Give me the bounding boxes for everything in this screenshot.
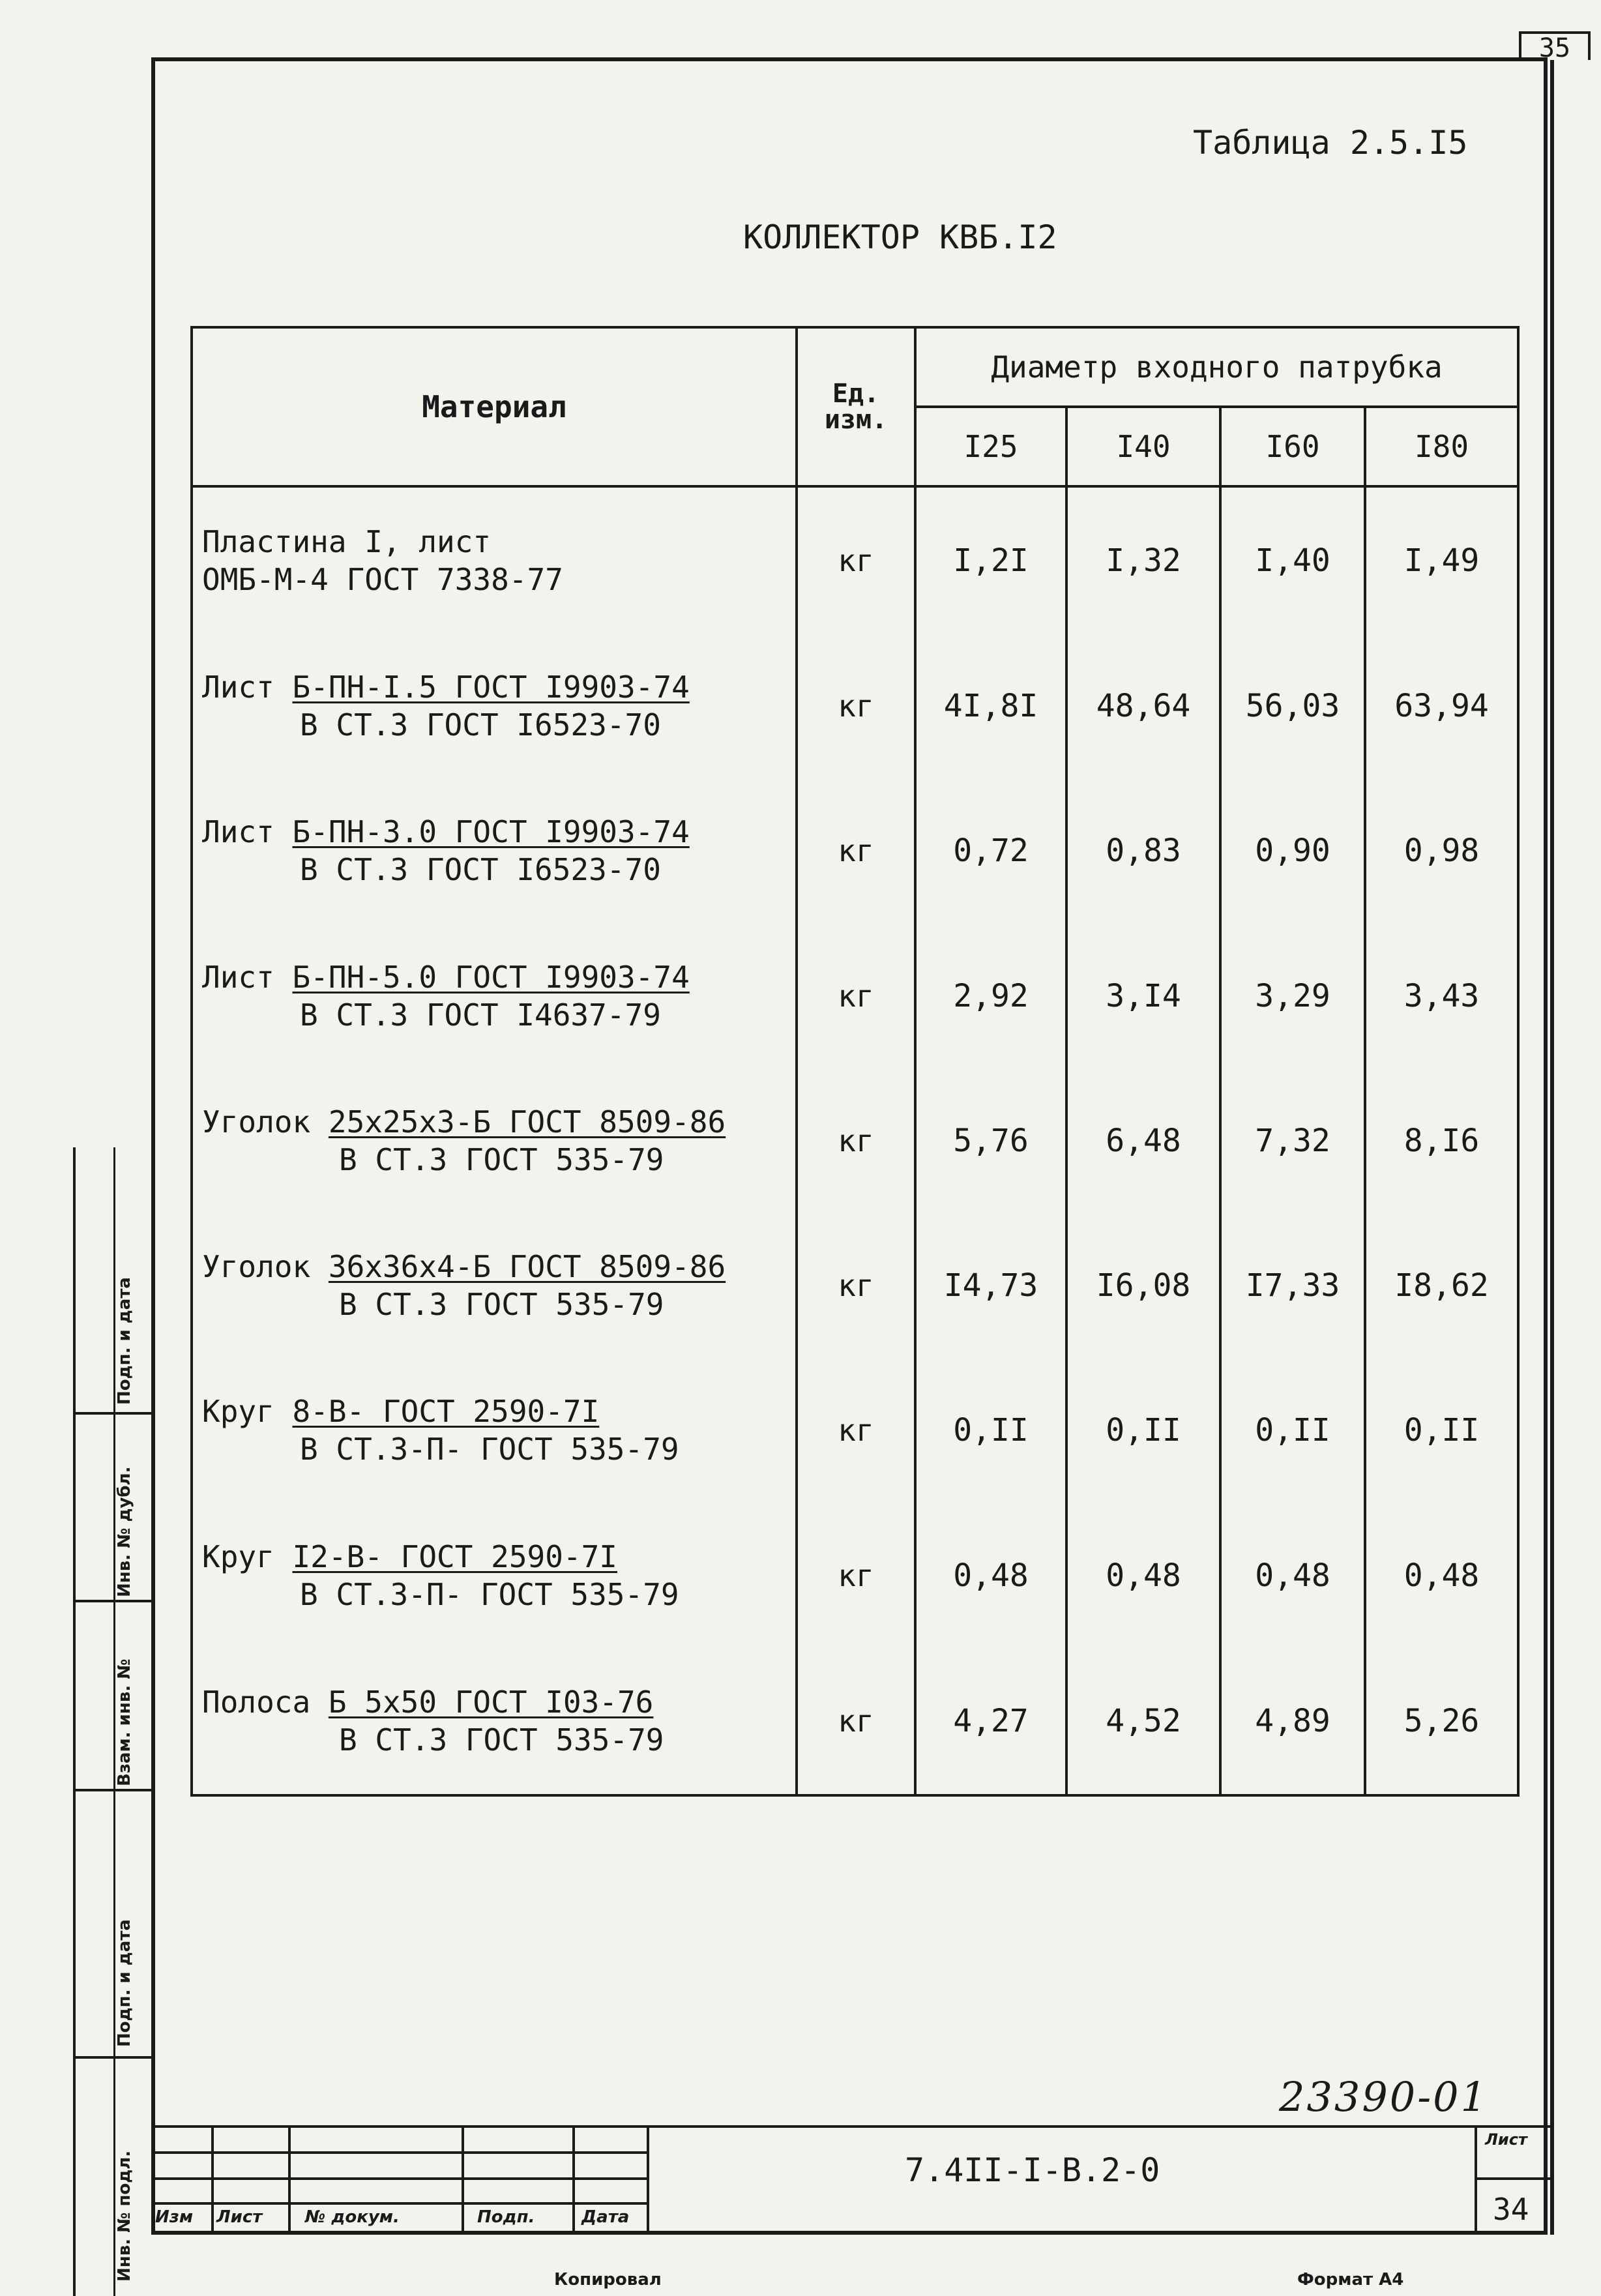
material-spec: Б-ПН-I.5 ГОСТ I9903-74: [292, 670, 690, 705]
value-cell: I6,08: [1066, 1213, 1220, 1358]
unit-cell: кг: [797, 634, 915, 778]
header-date: Дата: [581, 2207, 630, 2227]
binding-strip: [73, 1147, 154, 2296]
header-diameter-180: I80: [1365, 407, 1518, 486]
material-name: Полоса: [202, 1684, 311, 1720]
archive-number: 23390-01: [1279, 2073, 1489, 2121]
material-spec: Б 5х50 ГОСТ I03-76: [328, 1684, 654, 1720]
header-diameter-125: I25: [915, 407, 1066, 486]
document-title: КОЛЛЕКТОР КВБ.I2: [743, 218, 1057, 256]
value-cell: 3,I4: [1066, 924, 1220, 1068]
unit-cell: кг: [797, 924, 915, 1068]
value-cell: 0,98: [1365, 778, 1518, 923]
value-cell: 48,64: [1066, 634, 1220, 778]
header-unit: Ед. изм.: [797, 327, 915, 486]
title-block-list-line: [1475, 2177, 1551, 2180]
frame-right-rule: [1550, 60, 1554, 2235]
title-block-col-line: [288, 2125, 291, 2235]
value-cell: 0,90: [1220, 778, 1365, 923]
value-cell: I4,73: [915, 1213, 1066, 1358]
value-cell: 0,II: [1066, 1358, 1220, 1503]
header-diameter-160: I60: [1220, 407, 1365, 486]
value-cell: 0,48: [1365, 1503, 1518, 1648]
table-row: [192, 634, 1518, 778]
value-cell: I,32: [1066, 486, 1220, 634]
strip-label-podp-data: Подп. и дата: [115, 1277, 134, 1405]
strip-label-inv-dubl: Инв. № дубл.: [115, 1466, 134, 1597]
material-name: Круг: [202, 1538, 274, 1574]
header-diameter-140: I40: [1066, 407, 1220, 486]
value-cell: I8,62: [1365, 1213, 1518, 1358]
value-cell: 3,29: [1220, 924, 1365, 1068]
material-spec: I2-В- ГОСТ 2590-7I: [292, 1538, 617, 1574]
material-grade: В СТ.3 ГОСТ I6523-70: [300, 852, 661, 888]
value-cell: 4I,8I: [915, 634, 1066, 778]
value-cell: 56,03: [1220, 634, 1365, 778]
header-izm: Изм: [155, 2207, 194, 2227]
material-grade: В СТ.3-П- ГОСТ 535-79: [300, 1576, 679, 1612]
value-cell: 0,83: [1066, 778, 1220, 923]
value-cell: 63,94: [1365, 634, 1518, 778]
value-cell: I7,33: [1220, 1213, 1365, 1358]
header-signature: Подп.: [477, 2207, 535, 2227]
material-name: Лист: [202, 814, 274, 850]
unit-cell: кг: [797, 1068, 915, 1213]
material-cell: [192, 1503, 797, 1648]
header-doc-number: № докум.: [305, 2207, 400, 2227]
material-cell: [192, 1213, 797, 1358]
material-cell: [192, 486, 797, 634]
value-cell: 4,27: [915, 1648, 1066, 1795]
strip-label-vzam-inv: Взам. инв. №: [115, 1658, 134, 1786]
value-cell: 0,II: [1220, 1358, 1365, 1503]
unit-cell: кг: [797, 1213, 915, 1358]
unit-cell: кг: [797, 1358, 915, 1503]
footer-copied: Копировал: [554, 2270, 662, 2289]
value-cell: 2,92: [915, 924, 1066, 1068]
material-grade: В СТ.3 ГОСТ 535-79: [339, 1141, 664, 1177]
material-grade: В СТ.3 ГОСТ 535-79: [339, 1287, 664, 1323]
value-cell: 6,48: [1066, 1068, 1220, 1213]
material-cell: [192, 778, 797, 923]
table-row: [192, 1503, 1518, 1648]
value-cell: 5,76: [915, 1068, 1066, 1213]
title-block-col-line: [211, 2125, 214, 2235]
table-row: [192, 778, 1518, 923]
unit-cell: кг: [797, 1503, 915, 1648]
corner-sheet-number: 35: [1519, 31, 1591, 60]
material-spec: Б-ПН-5.0 ГОСТ I9903-74: [292, 959, 690, 995]
table-row: [192, 1358, 1518, 1503]
material-spec: 8-В- ГОСТ 2590-7I: [292, 1394, 600, 1430]
material-name: Пластина I, лист: [202, 524, 492, 560]
header-diameter: Диаметр входного патрубка: [915, 327, 1518, 407]
material-spec: 36х36х4-Б ГОСТ 8509-86: [328, 1249, 726, 1285]
strip-label-inv-podl: Инв. № подл.: [115, 2150, 134, 2282]
table-row: [192, 1213, 1518, 1358]
value-cell: 0,48: [1066, 1503, 1220, 1648]
value-cell: I,2I: [915, 486, 1066, 634]
table-row: [192, 924, 1518, 1068]
material-grade: В СТ.3-П- ГОСТ 535-79: [300, 1432, 679, 1467]
document-code: 7.4II-I-В.2-0: [905, 2151, 1160, 2189]
footer-format: Формат А4: [1297, 2270, 1404, 2289]
material-cell: [192, 634, 797, 778]
value-cell: 4,89: [1220, 1648, 1365, 1795]
material-name: Круг: [202, 1394, 274, 1430]
value-cell: I,40: [1220, 486, 1365, 634]
title-block-col-line: [572, 2125, 575, 2235]
material-grade: В СТ.3 ГОСТ I4637-79: [300, 997, 661, 1033]
material-cell: [192, 1068, 797, 1213]
sheet-label: Лист: [1485, 2130, 1527, 2149]
header-material: Материал: [192, 327, 797, 486]
material-grade: В СТ.3 ГОСТ I6523-70: [300, 707, 661, 743]
table-caption: Таблица 2.5.I5: [1193, 124, 1468, 162]
material-spec: Б-ПН-3.0 ГОСТ I9903-74: [292, 814, 690, 850]
unit-cell: кг: [797, 1648, 915, 1795]
material-spec: 25х25х3-Б ГОСТ 8509-86: [328, 1104, 726, 1140]
material-cell: [192, 1358, 797, 1503]
value-cell: 8,I6: [1365, 1068, 1518, 1213]
value-cell: 0,72: [915, 778, 1066, 923]
value-cell: 0,48: [915, 1503, 1066, 1648]
value-cell: 0,II: [915, 1358, 1066, 1503]
value-cell: 3,43: [1365, 924, 1518, 1068]
material-cell: [192, 924, 797, 1068]
sheet-number: 34: [1493, 2192, 1529, 2227]
value-cell: 7,32: [1220, 1068, 1365, 1213]
material-table: [190, 326, 1520, 1797]
material-cell: [192, 1648, 797, 1795]
table-row: [192, 486, 1518, 634]
value-cell: 5,26: [1365, 1648, 1518, 1795]
material-grade: В СТ.3 ГОСТ 535-79: [339, 1722, 664, 1758]
value-cell: 0,II: [1365, 1358, 1518, 1503]
header-list: Лист: [216, 2207, 263, 2227]
title-block-col-line: [462, 2125, 464, 2235]
value-cell: 4,52: [1066, 1648, 1220, 1795]
unit-cell: кг: [797, 778, 915, 923]
table-row: [192, 1648, 1518, 1795]
title-block-top-line: [151, 2125, 1551, 2128]
table-row: [192, 1068, 1518, 1213]
value-cell: 0,48: [1220, 1503, 1365, 1648]
material-name: Лист: [202, 959, 274, 995]
material-name: Лист: [202, 670, 274, 705]
material-name: Уголок: [202, 1249, 311, 1285]
title-block-col-line: [1475, 2125, 1477, 2235]
material-grade: ОМБ-М-4 ГОСТ 7338-77: [202, 562, 563, 598]
title-block-col-line: [647, 2125, 649, 2235]
title-block: [151, 2125, 1551, 2235]
strip-label-podp-data-2: Подп. и дата: [115, 1919, 134, 2047]
material-name: Уголок: [202, 1104, 311, 1140]
unit-cell: кг: [797, 486, 915, 634]
value-cell: I,49: [1365, 486, 1518, 634]
